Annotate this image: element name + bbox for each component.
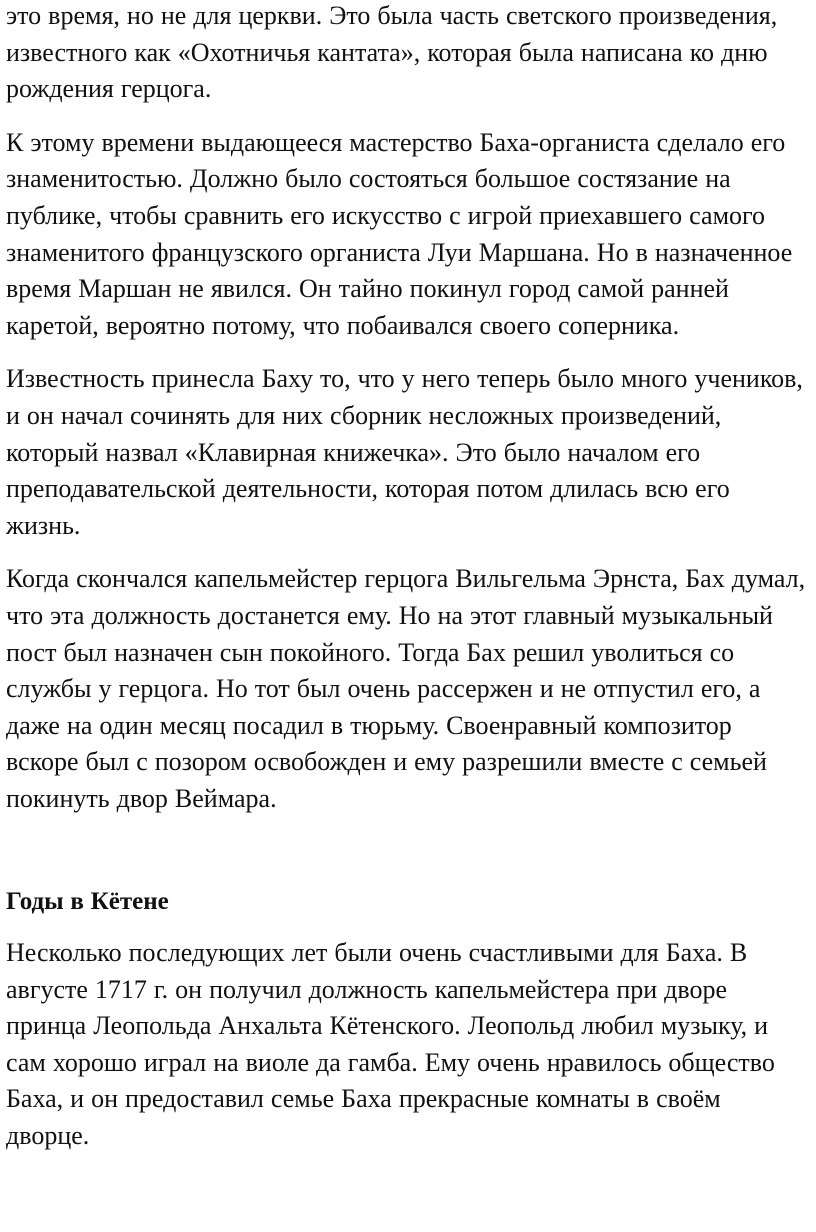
- section-spacer: [6, 834, 806, 884]
- paragraph-organ-contest: К этому времени выдающееся мастерство Баха-органиста сделало его знаменитостью. Должно было состояться большое состязание на публике, чтобы сравнить его искусство с игрой приехавшего самого знаменитого французского органиста Луи Маршана. Но в назначенное время Маршан не явился. Он тайно покинул город самой ранней каретой, вероятно потому, что побаивался своего соперника.: [6, 127, 793, 340]
- document-page: [6, 0, 806, 1172]
- section-heading: Годы в Кётене: [6, 888, 169, 916]
- paragraph-koethen-years: Несколько последующих лет были очень счастливыми для Баха. В августе 1717 г. он получил должность капельмейстера при дворе принца Леопольда Анхальта Кётенского. Леопольд любил музыку, и сам хорошо играл на виоле да гамба. Ему очень нравилось общество Баха, и он предоставил семье Баха прекрасные комнаты в своём дворце.: [6, 938, 775, 1151]
- paragraph-students: Известность принесла Баху то, что у него теперь было много учеников, и он начал сочинять для них сборник несложных произведений, который назвал «Клавирная книжечка». Это было началом его преподавательской деятельности, которая потом длилась всю его жизнь.: [6, 364, 803, 540]
- paragraph-hunting-cantata: это время, но не для церкви. Это была часть светского произведения, известного как «Охотничья кантата», которая была написана ко дню рождения герцога.: [6, 1, 778, 104]
- paragraph-weimar-departure: Когда скончался капельмейстер герцога Вильгельма Эрнста, Бах думал, что эта должность достанется ему. Но на этот главный музыкальный пост был назначен сын покойного. Тогда Бах решил уволиться со службы у герцога. Но тот был очень рассержен и не отпустил его, а даже на один месяц посадил в тюрьму. Своенравный композитор вскоре был с позором освобожден и ему разрешили вместе с семьей покинуть двор Веймара.: [6, 564, 806, 813]
